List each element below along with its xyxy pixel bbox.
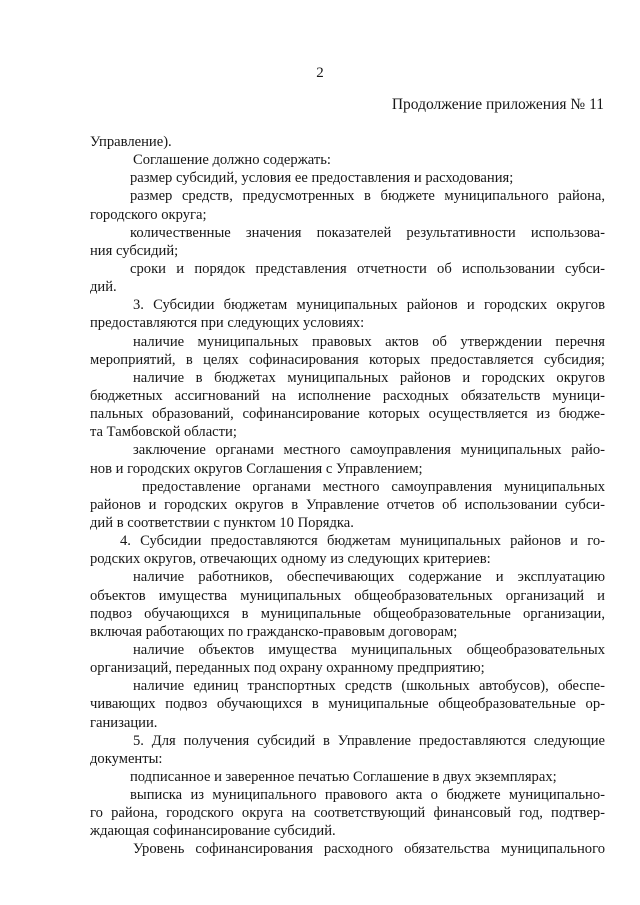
text-line: ния субсидий;: [90, 242, 179, 259]
text-line: 5. Для получения субсидий в Управление предоставляются следующие: [133, 732, 605, 749]
text-line: Соглашение должно содержать:: [133, 152, 331, 169]
text-line: бюджетных ассигнований на исполнение расходных обязательств муници-: [90, 387, 605, 404]
text-line: заключение органами местного самоуправления муниципальных райо-: [133, 442, 605, 459]
text-line: организаций, переданных под охрану охранному предприятию;: [90, 660, 485, 677]
text-line: предоставление органами местного самоуправления муниципальных: [142, 478, 605, 495]
text-line: количественные значения показателей результативности использова-: [130, 224, 605, 241]
text-line: чивающих подвоз обучающихся в муниципальные общеобразовательные ор-: [90, 696, 605, 713]
text-line: мероприятий, в целях софинасирования которых предоставляется субсидия;: [90, 351, 605, 368]
page-number: 2: [316, 65, 324, 81]
text-line: 3. Субсидии бюджетам муниципальных районов и городских округов: [133, 297, 605, 314]
text-line: родских округов, отвечающих одному из следующих критериев:: [90, 551, 491, 568]
text-line: районов и городских округов в Управление отчетов об использовании субси-: [90, 496, 605, 513]
text-line: дий.: [90, 279, 117, 296]
text-line: размер средств, предусмотренных в бюджете муниципального района,: [130, 188, 605, 205]
text-line: наличие в бюджетах муниципальных районов и городских округов: [133, 369, 605, 386]
text-line: наличие объектов имущества муниципальных общеобразовательных: [133, 641, 605, 658]
text-line: Уровень софинансирования расходного обязательства муниципального: [133, 841, 605, 858]
text-line: дий в соответствии с пунктом 10 Порядка.: [90, 514, 354, 531]
text-line: нов и городских округов Соглашения с Управлением;: [90, 460, 423, 477]
text-line: ждающая софинансирование субсидий.: [90, 823, 336, 840]
text-line: предоставляются при следующих условиях:: [90, 315, 365, 332]
text-line: подписанное и заверенное печатью Соглашение в двух экземплярах;: [130, 768, 557, 785]
document-body: [90, 133, 605, 859]
text-line: включая работающих по гражданско-правовым договорам;: [90, 623, 458, 640]
appendix-continuation-header: Продолжение приложения № 11: [391, 96, 604, 113]
text-line: объектов имущества муниципальных общеобразовательных организаций и: [90, 587, 605, 604]
text-line: 4. Субсидии предоставляются бюджетам муниципальных районов и го-: [120, 533, 605, 550]
text-line: го района, городского округа на соответствующий финансовый год, подтвер-: [90, 805, 605, 822]
text-line: наличие муниципальных правовых актов об утверждении перечня: [133, 333, 605, 350]
text-line: сроки и порядок представления отчетности об использовании субси-: [130, 260, 605, 277]
text-line: выписка из муниципального правового акта о бюджете муниципально-: [130, 787, 605, 804]
text-line: ганизации.: [90, 714, 158, 731]
text-line: наличие работников, обеспечивающих содержание и эксплуатацию: [133, 569, 605, 586]
text-line: городского округа;: [90, 206, 207, 223]
text-line: подвоз обучающихся в муниципальные общеобразовательные организации,: [90, 605, 605, 622]
text-line: та Тамбовской области;: [90, 424, 237, 441]
text-line: размер субсидий, условия ее предоставления и расходования;: [130, 170, 514, 187]
text-line: документы:: [90, 750, 163, 767]
text-line: Управление).: [90, 134, 172, 150]
text-line: наличие единиц транспортных средств (школьных автобусов), обеспе-: [133, 678, 605, 695]
text-line: пальных образований, софинансирование которых осуществляется из бюдже-: [90, 406, 605, 423]
